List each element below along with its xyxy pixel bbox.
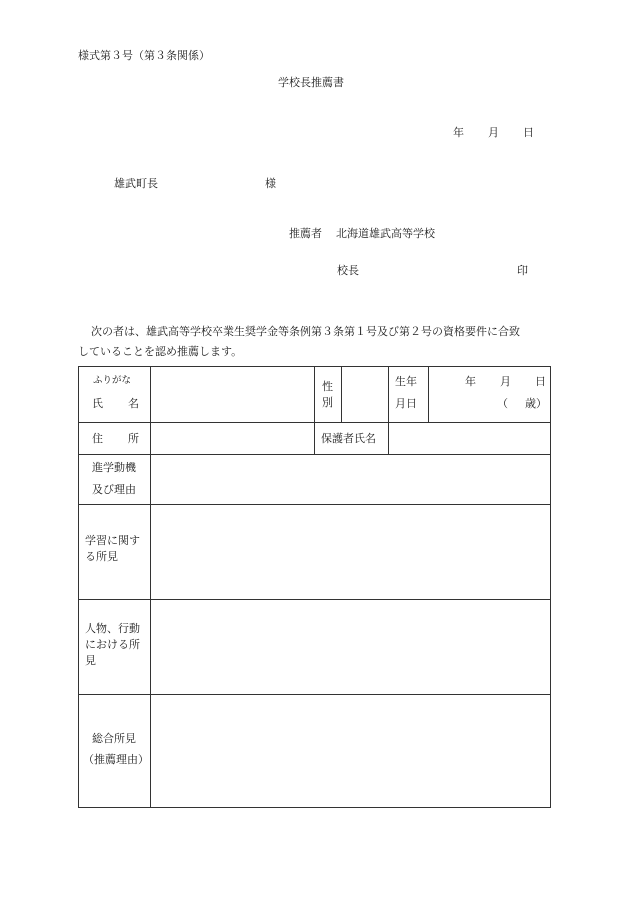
- recommender-label: 推薦者: [289, 227, 322, 240]
- row-divider: [79, 504, 550, 505]
- birth-day-label: 日: [535, 375, 546, 388]
- sex-label-2: 別: [322, 396, 333, 409]
- recommender-school: 北海道雄武高等学校: [336, 227, 435, 240]
- seal-mark: 印: [517, 264, 528, 277]
- age-open-paren: （: [497, 397, 508, 410]
- character-label-2: における所: [85, 638, 140, 651]
- furigana-label: ふりがな: [93, 375, 132, 386]
- character-label-3: 見: [85, 654, 96, 667]
- birth-year-label: 年: [465, 375, 476, 388]
- birth-value-divider: [428, 367, 429, 422]
- row-divider: [79, 599, 550, 600]
- motive-label-2: 及び理由: [92, 483, 136, 496]
- intro-line-1: 次の者は、雄武高等学校卒業生奨学金等条例第３条第１号及び第２号の資格要件に合致: [91, 325, 520, 338]
- date-month-label: 月: [488, 126, 499, 139]
- date-year-label: 年: [453, 126, 464, 139]
- honorific: 様: [265, 177, 276, 190]
- character-label-1: 人物、行動: [85, 622, 140, 635]
- address-label-1: 住: [92, 432, 103, 445]
- addressee: 雄武町長: [114, 177, 158, 190]
- date-day-label: 日: [523, 126, 534, 139]
- birth-label-1: 生年: [395, 375, 417, 388]
- name-label-2: 名: [128, 397, 139, 410]
- name-label-1: 氏: [92, 397, 103, 410]
- intro-line-2: していることを認め推薦します。: [78, 345, 243, 358]
- row-divider: [79, 454, 550, 455]
- guardian-column-divider: [314, 422, 315, 454]
- sex-value-divider: [341, 367, 342, 422]
- document-title: 学校長推薦書: [278, 76, 344, 89]
- principal-label: 校長: [337, 264, 359, 277]
- address-label-2: 所: [128, 432, 139, 445]
- birth-label-2: 月日: [395, 397, 417, 410]
- overall-label-2: （推薦理由）: [83, 753, 149, 766]
- label-column-divider: [150, 367, 151, 807]
- motive-label-1: 進学動機: [92, 461, 136, 474]
- age-unit-label: 歳）: [525, 397, 547, 410]
- birth-month-label: 月: [500, 375, 511, 388]
- guardian-label: 保護者氏名: [321, 432, 376, 445]
- form-number: 様式第３号（第３条関係）: [78, 49, 210, 62]
- study-label-2: る所見: [85, 550, 118, 563]
- row-divider: [79, 694, 550, 695]
- overall-label-1: 総合所見: [92, 732, 136, 745]
- sex-column-divider: [314, 367, 315, 422]
- birth-column-divider: [388, 367, 389, 454]
- study-label-1: 学習に関す: [85, 534, 140, 547]
- recommendation-table: [78, 366, 551, 808]
- sex-label-1: 性: [322, 380, 333, 393]
